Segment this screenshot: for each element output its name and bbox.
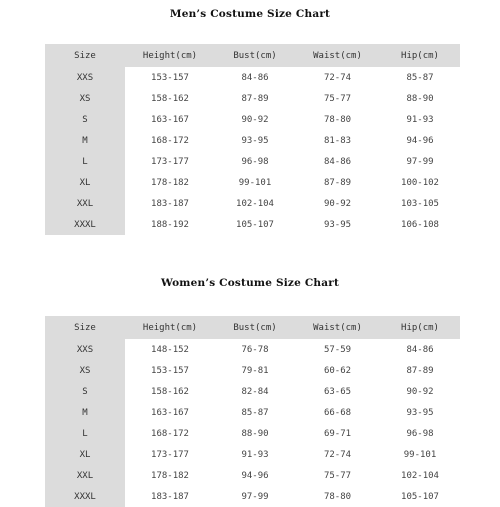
- size-label-cell: S: [45, 381, 125, 402]
- measurement-cell: 78-80: [295, 109, 380, 130]
- column-header: Waist(cm): [295, 44, 380, 67]
- measurement-cell: 105-107: [380, 486, 460, 507]
- size-label-cell: XS: [45, 88, 125, 109]
- measurement-cell: 102-104: [380, 465, 460, 486]
- measurement-cell: 88-90: [380, 88, 460, 109]
- table-row: [45, 465, 460, 486]
- measurement-cell: 99-101: [215, 172, 295, 193]
- measurement-cell: 78-80: [295, 486, 380, 507]
- table-row: [45, 423, 460, 444]
- measurement-cell: 84-86: [215, 67, 295, 88]
- measurement-cell: 188-192: [125, 214, 215, 235]
- size-label-cell: XS: [45, 360, 125, 381]
- size-label-cell: XXXL: [45, 214, 125, 235]
- table-row: [45, 88, 460, 109]
- women-chart-title: Women’s Costume Size Chart: [160, 277, 340, 289]
- size-label-cell: XXXL: [45, 486, 125, 507]
- table-row: [45, 214, 460, 235]
- measurement-cell: 75-77: [295, 88, 380, 109]
- size-label-cell: XXL: [45, 465, 125, 486]
- measurement-cell: 97-99: [215, 486, 295, 507]
- measurement-cell: 90-92: [295, 193, 380, 214]
- table-header-row: [45, 316, 460, 339]
- column-header: Height(cm): [125, 316, 215, 339]
- measurement-cell: 85-87: [215, 402, 295, 423]
- measurement-cell: 72-74: [295, 444, 380, 465]
- measurement-cell: 75-77: [295, 465, 380, 486]
- measurement-cell: 84-86: [295, 151, 380, 172]
- table-row: [45, 172, 460, 193]
- measurement-cell: 79-81: [215, 360, 295, 381]
- measurement-cell: 82-84: [215, 381, 295, 402]
- measurement-cell: 91-93: [215, 444, 295, 465]
- measurement-cell: 93-95: [295, 214, 380, 235]
- measurement-cell: 158-162: [125, 88, 215, 109]
- measurement-cell: 94-96: [380, 130, 460, 151]
- table-row: [45, 193, 460, 214]
- measurement-cell: 158-162: [125, 381, 215, 402]
- measurement-cell: 91-93: [380, 109, 460, 130]
- column-header: Hip(cm): [380, 44, 460, 67]
- measurement-cell: 88-90: [215, 423, 295, 444]
- measurement-cell: 183-187: [125, 193, 215, 214]
- measurement-cell: 96-98: [380, 423, 460, 444]
- measurement-cell: 87-89: [380, 360, 460, 381]
- size-label-cell: S: [45, 109, 125, 130]
- measurement-cell: 99-101: [380, 444, 460, 465]
- measurement-cell: 148-152: [125, 339, 215, 360]
- table-row: [45, 444, 460, 465]
- table-row: [45, 360, 460, 381]
- measurement-cell: 106-108: [380, 214, 460, 235]
- measurement-cell: 63-65: [295, 381, 380, 402]
- size-label-cell: XL: [45, 172, 125, 193]
- size-label-cell: L: [45, 423, 125, 444]
- size-label-cell: XXL: [45, 193, 125, 214]
- column-header: Height(cm): [125, 44, 215, 67]
- measurement-cell: 94-96: [215, 465, 295, 486]
- measurement-cell: 84-86: [380, 339, 460, 360]
- size-label-cell: XXS: [45, 339, 125, 360]
- table-row: [45, 130, 460, 151]
- column-header: Waist(cm): [295, 316, 380, 339]
- measurement-cell: 178-182: [125, 465, 215, 486]
- size-label-cell: L: [45, 151, 125, 172]
- column-header: Hip(cm): [380, 316, 460, 339]
- measurement-cell: 93-95: [380, 402, 460, 423]
- measurement-cell: 168-172: [125, 423, 215, 444]
- measurement-cell: 97-99: [380, 151, 460, 172]
- measurement-cell: 178-182: [125, 172, 215, 193]
- measurement-cell: 96-98: [215, 151, 295, 172]
- size-label-cell: M: [45, 402, 125, 423]
- measurement-cell: 183-187: [125, 486, 215, 507]
- measurement-cell: 87-89: [295, 172, 380, 193]
- table-row: [45, 109, 460, 130]
- table-row: [45, 151, 460, 172]
- measurement-cell: 105-107: [215, 214, 295, 235]
- size-label-cell: M: [45, 130, 125, 151]
- measurement-cell: 69-71: [295, 423, 380, 444]
- measurement-cell: 153-157: [125, 67, 215, 88]
- size-label-cell: XXS: [45, 67, 125, 88]
- column-header: Bust(cm): [215, 316, 295, 339]
- measurement-cell: 81-83: [295, 130, 380, 151]
- measurement-cell: 93-95: [215, 130, 295, 151]
- table-header-row: [45, 44, 460, 67]
- men-chart-title: Men’s Costume Size Chart: [169, 8, 331, 20]
- measurement-cell: 57-59: [295, 339, 380, 360]
- measurement-cell: 153-157: [125, 360, 215, 381]
- table-row: [45, 67, 460, 88]
- measurement-cell: 85-87: [380, 67, 460, 88]
- column-header: Bust(cm): [215, 44, 295, 67]
- measurement-cell: 87-89: [215, 88, 295, 109]
- measurement-cell: 163-167: [125, 402, 215, 423]
- men-size-table: [45, 44, 460, 235]
- measurement-cell: 90-92: [215, 109, 295, 130]
- measurement-cell: 173-177: [125, 151, 215, 172]
- women-size-table: [45, 316, 460, 507]
- measurement-cell: 102-104: [215, 193, 295, 214]
- measurement-cell: 100-102: [380, 172, 460, 193]
- table-row: [45, 486, 460, 507]
- measurement-cell: 103-105: [380, 193, 460, 214]
- column-header: Size: [45, 316, 125, 339]
- measurement-cell: 60-62: [295, 360, 380, 381]
- measurement-cell: 168-172: [125, 130, 215, 151]
- table-row: [45, 402, 460, 423]
- measurement-cell: 90-92: [380, 381, 460, 402]
- measurement-cell: 76-78: [215, 339, 295, 360]
- size-label-cell: XL: [45, 444, 125, 465]
- measurement-cell: 72-74: [295, 67, 380, 88]
- measurement-cell: 173-177: [125, 444, 215, 465]
- table-row: [45, 339, 460, 360]
- measurement-cell: 163-167: [125, 109, 215, 130]
- measurement-cell: 66-68: [295, 402, 380, 423]
- column-header: Size: [45, 44, 125, 67]
- table-row: [45, 381, 460, 402]
